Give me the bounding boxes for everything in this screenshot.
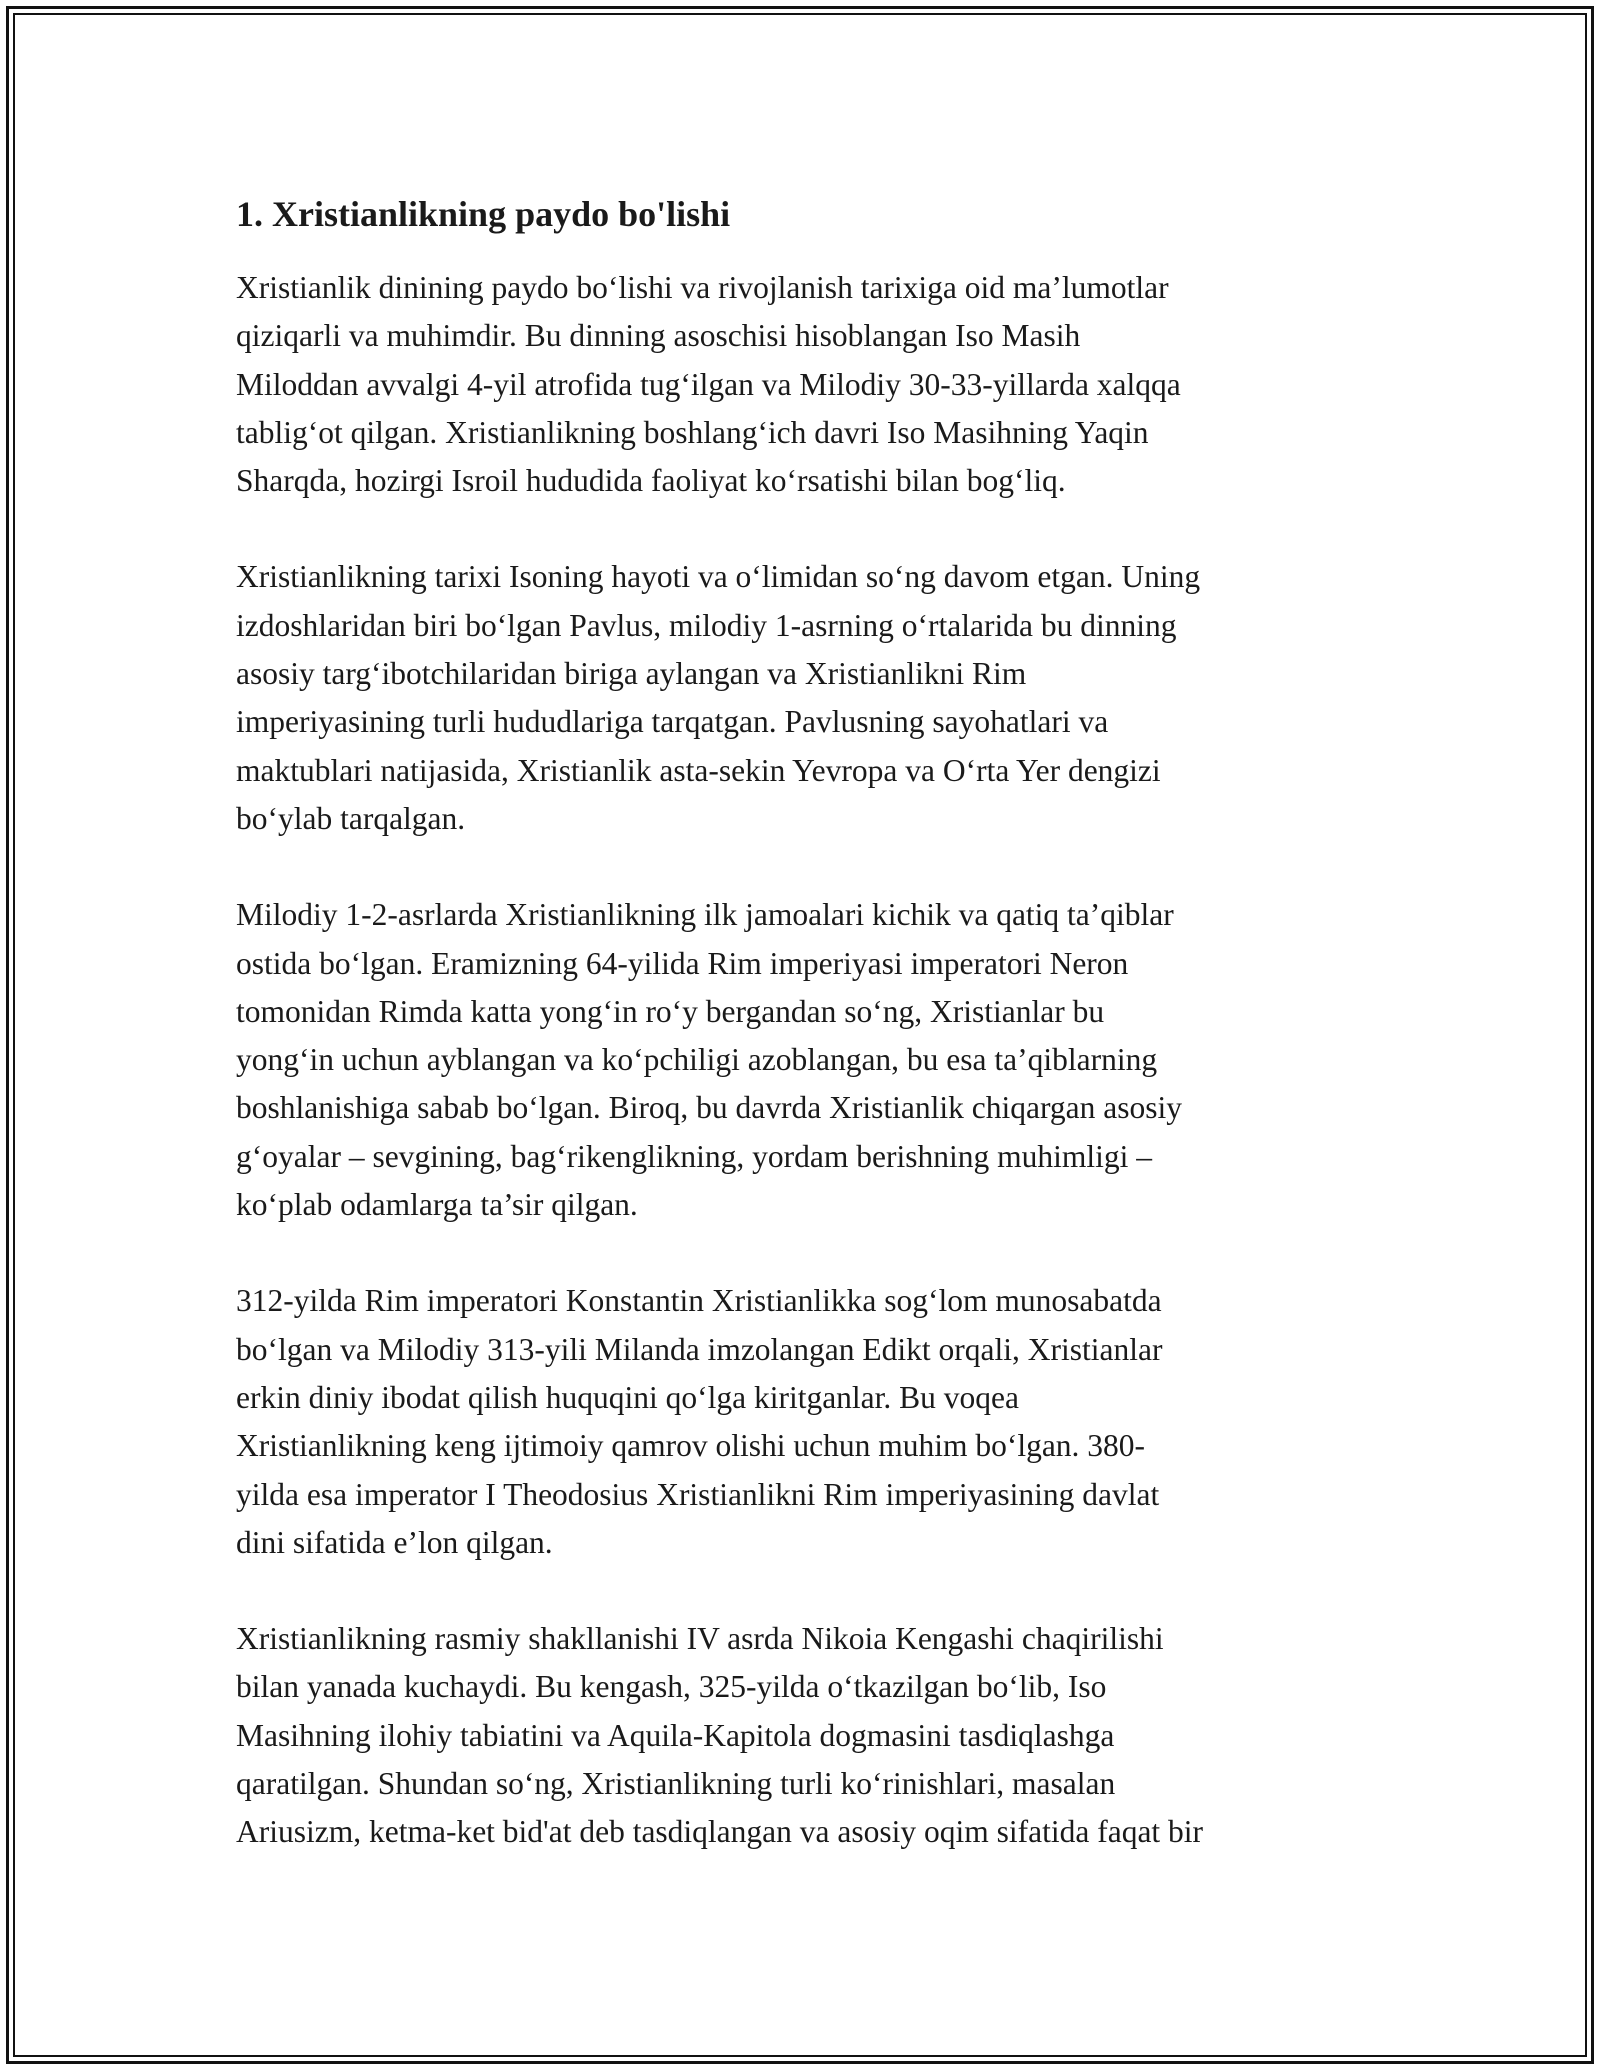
paragraph-pavlus: Xristianlikning tarixi Isoning hayoti va o‘limidan so‘ng davom etgan. Uning izdoshlaridan biri bo‘lgan Pavlus, milodiy 1-asrning o‘rtalarida bu dinning asosiy targ‘ibotchilaridan biriga aylangan va Xristianlikni Rim imperiyasining turli hududlariga tarqatgan. Pavlusning sayohatlari va maktublari natijasida, Xristianlik asta-sekin Yevropa va O‘rta Yer dengizi bo‘ylab tarqalgan. [236, 559, 1201, 836]
paragraph-nicaea: Xristianlikning rasmiy shakllanishi IV asrda Nikoia Kengashi chaqirilishi bilan yanada kuchaydi. Bu kengash, 325-yilda o‘tkazilgan bo‘lib, Iso Masihning ilohiy tabiatini va Aquila-Kapitola dogmasini tasdiqlashga qaratilgan. Shundan so‘ng, Xristianlikning turli ko‘rinishlari, masalan Ariusizm, ketma-ket bid'at deb tasdiqlangan va asosiy oqim sifatida faqat bir [236, 1621, 1204, 1850]
section-heading: 1. Xristianlikning paydo bo'lishi [236, 194, 731, 234]
paragraph-persecution: Milodiy 1-2-asrlarda Xristianlikning ilk jamoalari kichik va qatiq ta’qiblar ostida bo‘lgan. Eramizning 64-yilida Rim imperiyasi imperatori Neron tomonidan Rimda katta yong‘in ro‘y bergandan so‘ng, Xristianlar bu yong‘in uchun ayblangan va ko‘pchiligi azoblangan, bu esa ta’qiblarning boshlanishiga sabab bo‘lgan. Biroq, bu davrda Xristianlik chiqargan asosiy g‘oyalar – sevgining, bag‘rikenglikning, yordam berishning muhimligi – ko‘plab odamlarga ta’sir qilgan. [236, 897, 1182, 1223]
paragraph-origins: Xristianlik dinining paydo bo‘lishi va rivojlanish tarixiga oid ma’lumotlar qiziqarli va muhimdir. Bu dinning asoschisi hisoblangan Iso Masih Miloddan avvalgi 4-yil atrofida tug‘ilgan va Milodiy 30-33-yillarda xalqqa tablig‘ot qilgan. Xristianlikning boshlang‘ich davri Iso Masihning Yaqin Sharqda, hozirgi Isroil hududida faoliyat ko‘rsatishi bilan bog‘liq. [236, 270, 1181, 499]
document-body [236, 186, 1366, 1905]
paragraph-constantine: 312-yilda Rim imperatori Konstantin Xristianlikka sog‘lom munosabatda bo‘lgan va Milodiy 313-yili Milanda imzolangan Edikt orqali, Xristianlar erkin diniy ibodat qilish huquqini qo‘lga kiritganlar. Bu voqea Xristianlikning keng ijtimoiy qamrov olishi uchun muhim bo‘lgan. 380- yilda esa imperator I Theodosius Xristianlikni Rim imperiyasining davlat dini sifatida e’lon qilgan. [236, 1283, 1163, 1560]
